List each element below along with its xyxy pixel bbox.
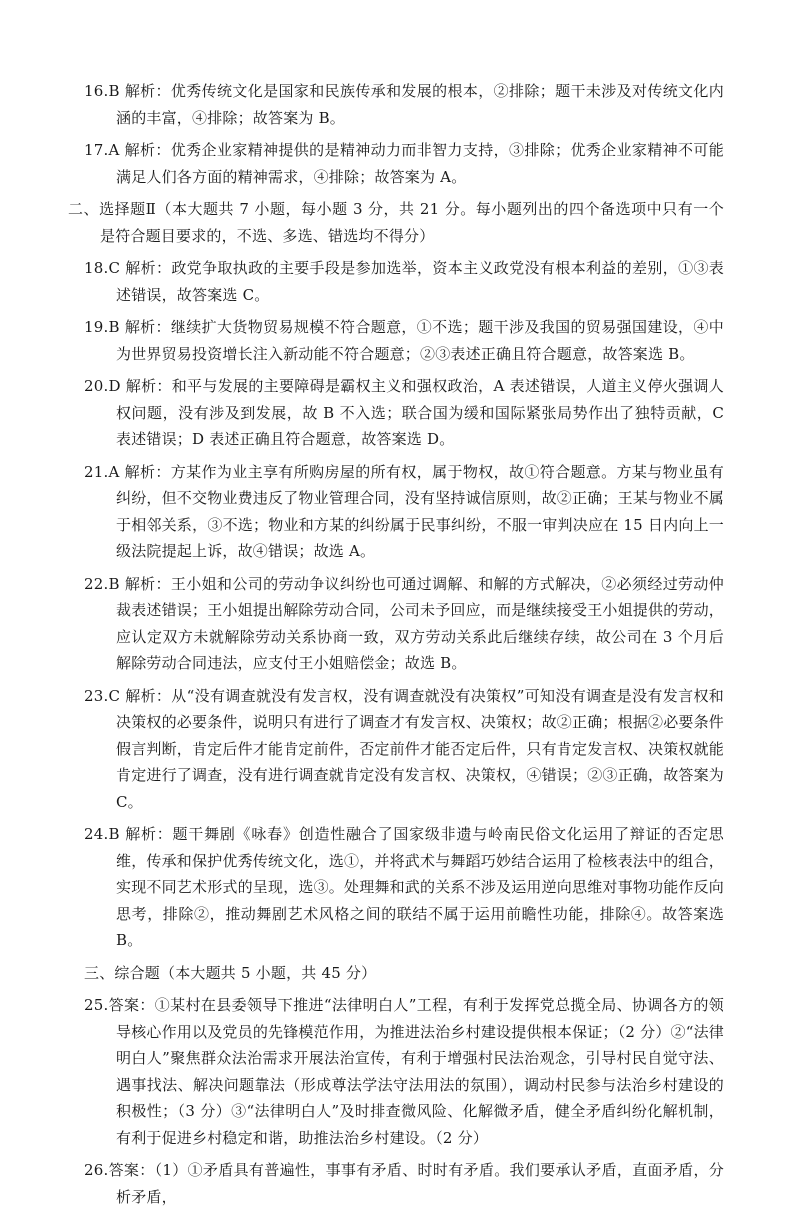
answer-q17: 17.A 解析：优秀企业家精神提供的是精神动力而非智力支持，③排除；优秀企业家精神不可能满足人们各方面的精神需求，④排除；故答案为 A。: [84, 141, 724, 186]
answer-q19: 19.B 解析：继续扩大货物贸易规模不符合题意，①不选；题干涉及我国的贸易强国建设，④中为世界贸易投资增长注入新动能不符合题意；②③表述正确且符合题意，故答案选 B。: [84, 318, 724, 363]
answer-q24: 24.B 解析：题干舞剧《咏春》创造性融合了国家级非遗与岭南民俗文化运用了辩证的否定思维，传承和保护优秀传统文化，选①，并将武术与舞蹈巧妙结合运用了检核表法中的组合，实现不同艺术形式的呈现，选③。处理舞和武的关系不涉及运用逆向思维对事物功能作反向思考，排除②，推动舞剧艺术风格之间的联结不属于运用前瞻性功能，排除④。故答案选 B。: [84, 825, 725, 949]
answer-q23: 23.C 解析：从“没有调查就没有发言权，没有调查就没有决策权”可知没有调查是没有发言权和决策权的必要条件，说明只有进行了调查才有发言权、决策权；故②正确；根据②必要条件假言判断，肯定后件才能肯定前件，否定前件才能否定后件，只有肯定发言权、决策权就能肯定进行了调查，没有进行调查就肯定没有发言权、决策权，④错误；②③正确，故答案为 C。: [84, 686, 725, 811]
answer-q22: 22.B 解析：王小姐和公司的劳动争议纠纷也可通过调解、和解的方式解决，②必须经过劳动仲裁表述错误；王小姐提出解除劳动合同，公司未予回应，而是继续接受王小姐提供的劳动，应认定双方未就解除劳动关系协商一致，双方劳动关系此后继续存续，故公司在 3 个月后解除劳动合同违法，应支付王小姐赔偿金；故选 B。: [84, 574, 725, 672]
answer-q26: 26.答案：（1）①矛盾具有普遍性，事事有矛盾、时时有矛盾。我们要承认矛盾，直面矛盾，分析矛盾，: [84, 1161, 724, 1206]
answer-q16: 16.B 解析：优秀传统文化是国家和民族传承和发展的根本，②排除；题干未涉及对传统文化内涵的丰富，④排除；故答案为 B。: [84, 82, 724, 127]
answer-q20: 20.D 解析：和平与发展的主要障碍是霸权主义和强权政治，A 表述错误，人道主义停火强调人权问题，没有涉及到发展，故 B 不入选；联合国为缓和国际紧张局势作出了独特贡献，C 表述错误；D 表述正确且符合题意，故答案选 D。: [84, 377, 724, 448]
section-heading-3: 三、综合题（本大题共 5 小题，共 45 分）: [84, 963, 377, 982]
answer-q21: 21.A 解析：方某作为业主享有所购房屋的所有权，属于物权，故①符合题意。方某与物业虽有纠纷，但不交物业费违反了物业管理合同，没有坚持诚信原则，故②正确；王某与物业不属于相邻关系，③不选；物业和方某的纠纷属于民事纠纷，不服一审判决应在 15 日内向上一级法院提起上诉，故④错误；故选 A。: [84, 462, 725, 560]
answer-q25: 25.答案：①某村在县委领导下推进“法律明白人”工程，有利于发挥党总揽全局、协调各方的领导核心作用以及党员的先锋模范作用，为推进法治乡村建设提供根本保证；（2 分）②“法律明白人”聚焦群众法治需求开展法治宣传，有利于增强村民法治观念，引导村民自觉守法、遇事找法、解决问题靠法（形成尊法学法守法用法的氛围），调动村民参与法治乡村建设的积极性；（3 分）③“法律明白人”及时排查微风险、化解微矛盾，健全矛盾纠纷化解机制，有利于促进乡村稳定和谐，助推法治乡村建设。（2 分）: [84, 996, 724, 1147]
section-heading-2: 二、选择题Ⅱ（本大题共 7 小题，每小题 3 分，共 21 分。每小题列出的四个备选项中只有一个是符合题目要求的，不选、多选、错选均不得分）: [68, 200, 724, 245]
answer-document: [68, 78, 725, 1216]
answer-q18: 18.C 解析：政党争取执政的主要手段是参加选举，资本主义政党没有根本利益的差别，①③表述错误，故答案选 C。: [84, 259, 724, 304]
